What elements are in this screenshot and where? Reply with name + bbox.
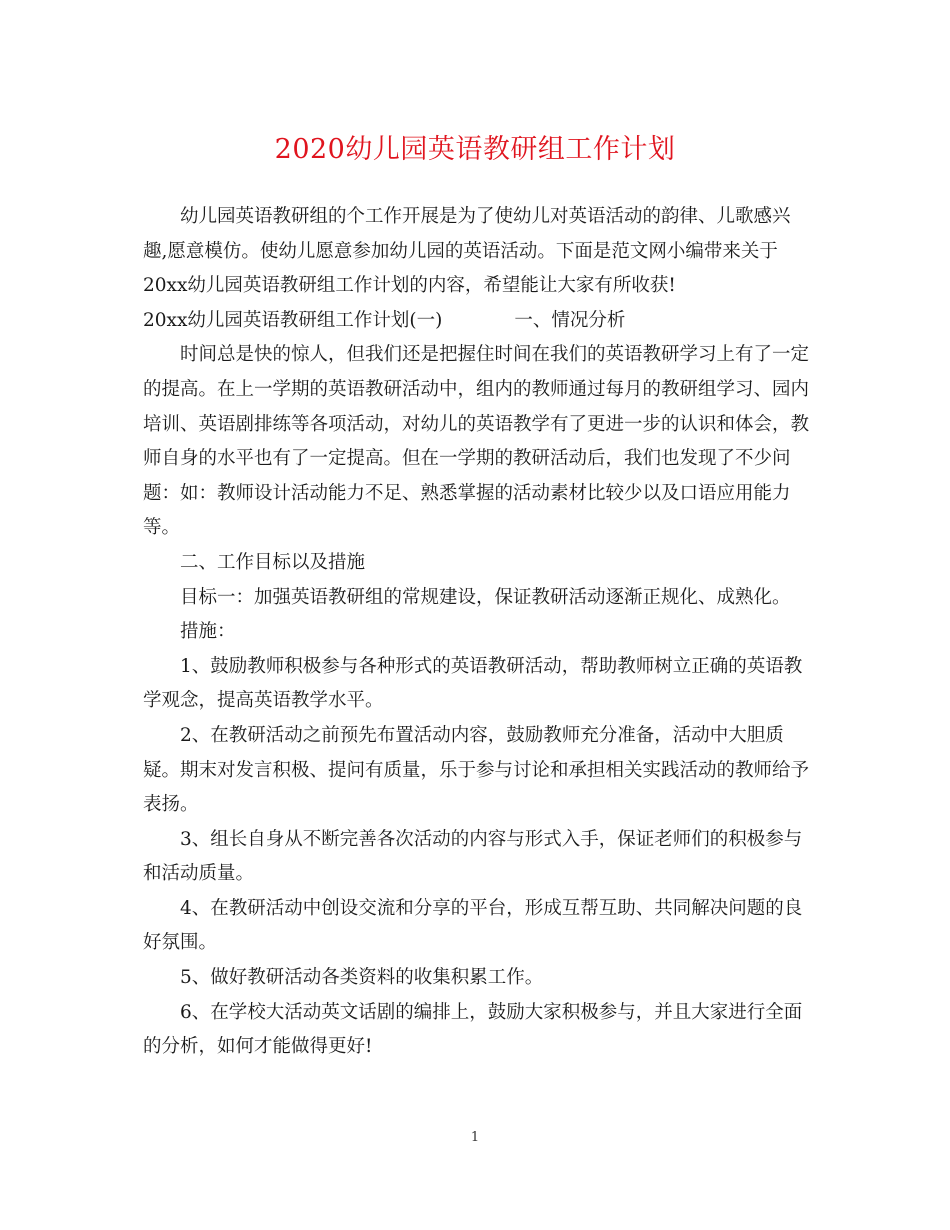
measures-label: 措施： bbox=[180, 621, 236, 643]
measure6-paragraph: 6、在学校大活动英文话剧的编排上，鼓励大家积极参与，并且大家进行全面的分析，如何才能做得更好! bbox=[143, 1001, 803, 1058]
goal1-paragraph: 目标一：加强英语教研组的常规建设，保证教研活动逐渐正规化、成熟化。 bbox=[180, 586, 791, 608]
document-title: 2020幼儿园英语教研组工作计划 bbox=[274, 134, 676, 165]
measure2-paragraph: 2、在教研活动之前预先布置活动内容，鼓励教师充分准备，活动中大胆质疑。期末对发言积极、提问有质量，乐于参与讨论和承担相关实践活动的教师给予表扬。 bbox=[143, 724, 810, 816]
document-body bbox=[143, 200, 811, 1065]
section2-heading: 二、工作目标以及措施 bbox=[180, 551, 366, 573]
page-number: 1 bbox=[470, 1130, 480, 1145]
section1-heading: 一、情况分析 bbox=[514, 309, 626, 331]
measure5-paragraph: 5、做好教研活动各类资料的收集积累工作。 bbox=[180, 967, 544, 989]
situation-paragraph: 时间总是快的惊人，但我们还是把握住时间在我们的英语教研学习上有了一定的提高。在上一学期的英语教研活动中，组内的教师通过每月的教研组学习、园内培训、英语剧排练等各项活动，对幼儿的英语教学有了更进一步的认识和体会，教师自身的水平也有了一定提高。但在一学期的教研活动后，我们也发现了不少问题：如：教师设计活动能力不足、熟悉掌握的活动素材比较少以及口语应用能力等。 bbox=[143, 344, 810, 539]
plan-heading-line bbox=[143, 304, 811, 339]
plan-heading: 20xx幼儿园英语教研组工作计划(一) bbox=[143, 309, 443, 331]
measure4-paragraph: 4、在教研活动中创设交流和分享的平台，形成互帮互助、共同解决问题的良好氛围。 bbox=[143, 897, 803, 954]
measure3-paragraph: 3、组长自身从不断完善各次活动的内容与形式入手，保证老师们的积极参与和活动质量。 bbox=[143, 828, 803, 885]
intro-paragraph: 幼儿园英语教研组的个工作开展是为了使幼儿对英语活动的韵律、儿歌感兴趣,愿意模仿。使幼儿愿意参加幼儿园的英语活动。下面是范文网小编带来关于20xx幼儿园英语教研组工作计划的内容，希望能让大家有所收获! bbox=[143, 206, 791, 297]
measure1-paragraph: 1、鼓励教师积极参与各种形式的英语教研活动，帮助教师树立正确的英语教学观念，提高英语教学水平。 bbox=[143, 655, 803, 712]
